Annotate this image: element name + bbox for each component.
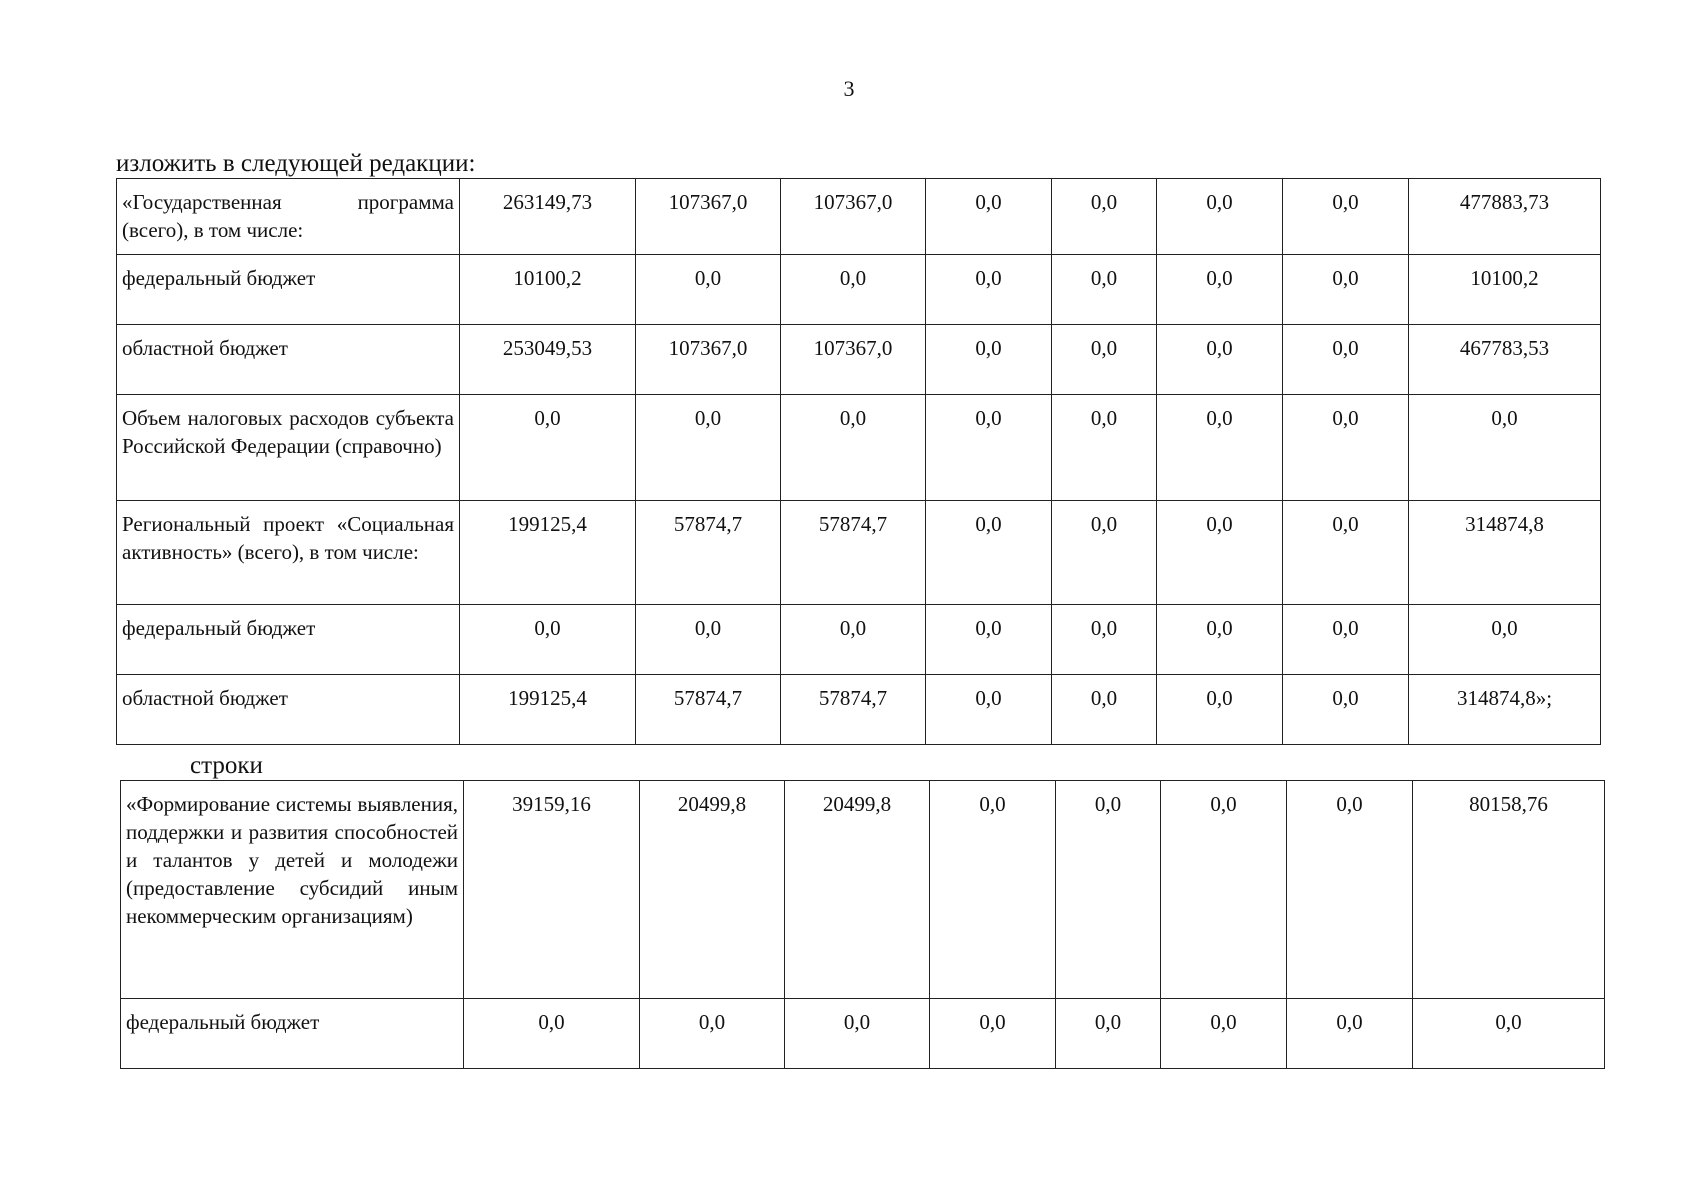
table-cell: 0,0 — [1157, 675, 1283, 745]
row-label: федеральный бюджет — [117, 255, 460, 325]
table-cell: 0,0 — [1056, 999, 1161, 1069]
table-cell: 467783,53 — [1409, 325, 1601, 395]
table-cell: 314874,8»; — [1409, 675, 1601, 745]
table-cell: 20499,8 — [785, 781, 930, 999]
table-cell: 0,0 — [930, 781, 1056, 999]
table-cell: 0,0 — [1056, 781, 1161, 999]
budget-table-new-edition — [116, 178, 1601, 745]
table-cell: 0,0 — [1157, 325, 1283, 395]
table-cell: 199125,4 — [460, 501, 636, 605]
table-row — [117, 501, 1601, 605]
table-cell: 253049,53 — [460, 325, 636, 395]
row-label: областной бюджет — [117, 675, 460, 745]
table-cell: 0,0 — [926, 675, 1052, 745]
table-cell: 263149,73 — [460, 179, 636, 255]
table-cell: 0,0 — [1283, 501, 1409, 605]
table-cell: 80158,76 — [1413, 781, 1605, 999]
table-cell: 0,0 — [1052, 255, 1157, 325]
table-cell: 0,0 — [1157, 395, 1283, 501]
table-cell: 0,0 — [926, 395, 1052, 501]
table-cell: 0,0 — [460, 605, 636, 675]
table-cell: 0,0 — [1157, 605, 1283, 675]
table-cell: 0,0 — [636, 255, 781, 325]
table-cell: 0,0 — [1287, 999, 1413, 1069]
row-label: «Государственная программа (всего), в том числе: — [117, 179, 460, 255]
table-cell: 0,0 — [1161, 999, 1287, 1069]
table-row — [121, 781, 1605, 999]
table-cell: 0,0 — [1409, 605, 1601, 675]
table-cell: 0,0 — [930, 999, 1056, 1069]
table-cell: 0,0 — [926, 605, 1052, 675]
page-number: 3 — [843, 76, 855, 101]
table-cell: 0,0 — [926, 325, 1052, 395]
table-cell: 0,0 — [1161, 781, 1287, 999]
budget-table-rows — [120, 780, 1605, 1069]
table-cell: 0,0 — [1052, 325, 1157, 395]
table-cell: 477883,73 — [1409, 179, 1601, 255]
table-row — [117, 605, 1601, 675]
row-label: Региональный проект «Социальная активность» (всего), в том числе: — [117, 501, 460, 605]
section-heading-replace: изложить в следующей редакции: — [116, 150, 476, 177]
table-cell: 0,0 — [460, 395, 636, 501]
table-cell: 0,0 — [926, 255, 1052, 325]
table-cell: 0,0 — [1283, 325, 1409, 395]
table-cell: 39159,16 — [464, 781, 640, 999]
table-row — [121, 999, 1605, 1069]
table-cell: 0,0 — [1283, 255, 1409, 325]
table-cell: 0,0 — [640, 999, 785, 1069]
table-cell: 0,0 — [1052, 395, 1157, 501]
table-cell: 0,0 — [1413, 999, 1605, 1069]
table-cell: 107367,0 — [781, 179, 926, 255]
table-cell: 0,0 — [464, 999, 640, 1069]
table-cell: 0,0 — [1157, 255, 1283, 325]
table-cell: 57874,7 — [636, 675, 781, 745]
table-cell: 0,0 — [1052, 501, 1157, 605]
table-row — [117, 395, 1601, 501]
table-cell: 0,0 — [781, 605, 926, 675]
table-cell: 0,0 — [781, 395, 926, 501]
table-cell: 0,0 — [636, 395, 781, 501]
table-cell: 0,0 — [636, 605, 781, 675]
table-cell: 0,0 — [1052, 179, 1157, 255]
table-cell: 107367,0 — [781, 325, 926, 395]
table-cell: 0,0 — [785, 999, 930, 1069]
table-cell: 0,0 — [1052, 605, 1157, 675]
table-cell: 57874,7 — [781, 675, 926, 745]
table-row — [117, 675, 1601, 745]
table-cell: 0,0 — [1283, 675, 1409, 745]
table-cell: 0,0 — [926, 501, 1052, 605]
table-cell: 0,0 — [1157, 501, 1283, 605]
section-heading-rows: строки — [190, 752, 263, 779]
table-cell: 0,0 — [1283, 605, 1409, 675]
table-cell: 57874,7 — [636, 501, 781, 605]
table-cell: 20499,8 — [640, 781, 785, 999]
table-cell: 0,0 — [926, 179, 1052, 255]
row-label: федеральный бюджет — [117, 605, 460, 675]
table-cell: 0,0 — [1409, 395, 1601, 501]
row-label: федеральный бюджет — [121, 999, 464, 1069]
table-cell: 0,0 — [1283, 179, 1409, 255]
table-row — [117, 325, 1601, 395]
table-cell: 107367,0 — [636, 325, 781, 395]
table-cell: 10100,2 — [1409, 255, 1601, 325]
table-cell: 0,0 — [781, 255, 926, 325]
table-cell: 10100,2 — [460, 255, 636, 325]
table-cell: 0,0 — [1283, 395, 1409, 501]
table-row — [117, 179, 1601, 255]
row-label: Объем налоговых расходов субъекта Российской Федерации (справочно) — [117, 395, 460, 501]
table-cell: 314874,8 — [1409, 501, 1601, 605]
table-cell: 107367,0 — [636, 179, 781, 255]
table-row — [117, 255, 1601, 325]
table-cell: 199125,4 — [460, 675, 636, 745]
table-cell: 0,0 — [1287, 781, 1413, 999]
row-label: областной бюджет — [117, 325, 460, 395]
row-label: «Формирование системы выявления, поддержки и развития способностей и талантов у детей и молодежи (предоставление субсидий иным некоммерческим организациям) — [121, 781, 464, 999]
table-cell: 0,0 — [1052, 675, 1157, 745]
table-cell: 57874,7 — [781, 501, 926, 605]
table-cell: 0,0 — [1157, 179, 1283, 255]
